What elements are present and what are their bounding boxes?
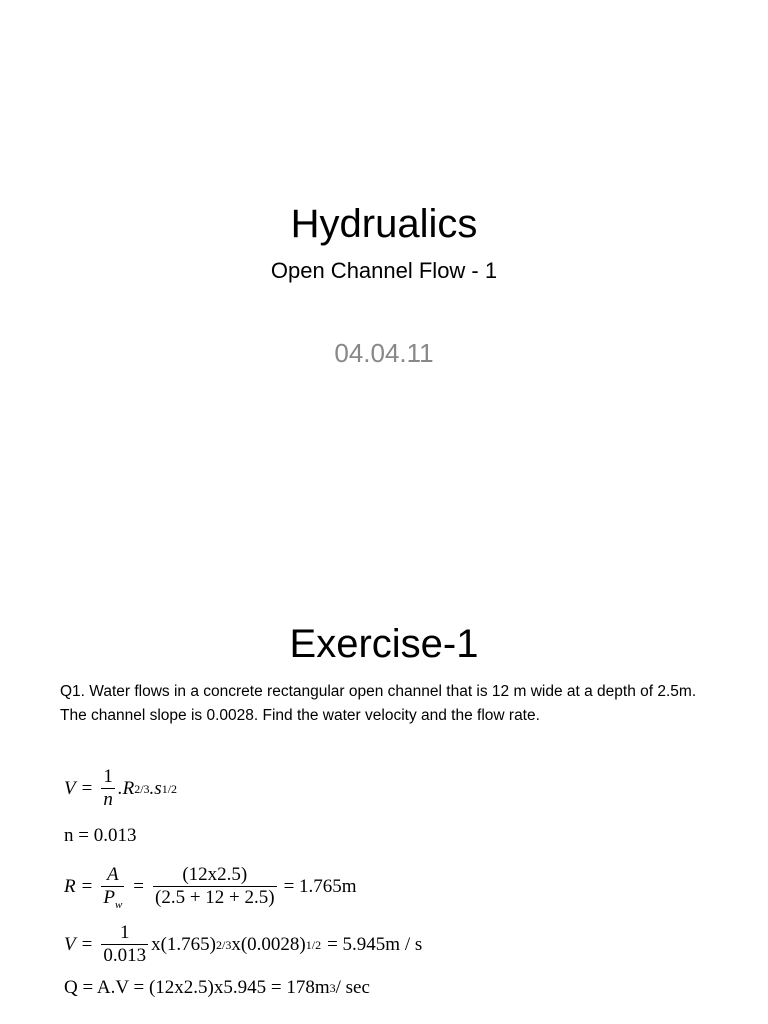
eq3-denominator-1: P — [103, 887, 115, 908]
eq4-numerator: 1 — [119, 922, 130, 943]
eq1-lhs: V — [64, 777, 76, 799]
eq2-text: n = 0.013 — [64, 825, 137, 846]
eq4-result: = 5.945m / s — [327, 933, 423, 955]
exercise-title: Exercise-1 — [289, 622, 479, 666]
slide-date: 04.04.11 — [334, 338, 434, 368]
eq3-fraction-2 — [153, 864, 277, 909]
eq5-main: Q = A.V = (12x2.5)x5.945 = 178m — [64, 977, 330, 998]
eq3-denominator-1-sub: w — [114, 899, 123, 911]
eq3-fraction-1 — [101, 864, 124, 909]
eq4-part-b: x(0.0028) — [231, 933, 306, 955]
eq3-result: = 1.765m — [283, 875, 357, 897]
eq5-tail: / sec — [335, 977, 370, 998]
eq4-part-a: x(1.765) — [151, 933, 216, 955]
question-text: Q1. Water flows in a concrete rectangular open channel that is 12 m wide at a depth of 2.5m. The channel slope is 0.0028. Find the water velocity and the flow rate. — [60, 683, 697, 724]
equation-manning-n — [64, 825, 136, 847]
slide-subtitle: Open Channel Flow - 1 — [270, 258, 498, 283]
eq3-numerator-1: A — [107, 864, 119, 885]
eq4-denominator: 0.013 — [103, 945, 147, 966]
slide-title: Hydrualics — [290, 202, 478, 246]
equation-velocity-formula: V = $\frac{1}{n}$ .R 2/3 .s 1/2 — [64, 766, 178, 810]
eq3-denominator-2: (2.5 + 12 + 2.5) — [155, 887, 275, 908]
eq1-numerator: 1 — [103, 766, 113, 787]
equation-velocity-result: V = $\frac{1}{0.013}$ x(1.765) 2/3 x(0.0028) 1/2 = 5.945m / s — [64, 922, 423, 966]
exercise-slide — [0, 512, 768, 1024]
eq1-term-r: .R — [117, 777, 135, 799]
eq1-denominator: n — [103, 789, 113, 810]
eq1-fraction — [101, 766, 115, 811]
eq4-lhs: V — [64, 933, 76, 955]
equation-flow-rate: Q = A.V = (12x2.5)x5.945 = 178m 3 / sec — [64, 977, 370, 998]
eq4-fraction — [101, 922, 148, 967]
eq3-numerator-2: (12x2.5) — [182, 864, 248, 885]
equation-hydraulic-radius: R = $\frac{A}{P_w}$ = $\frac{(12x2.5)}{(2.5 + 12 + 2.5)}$ = 1.765m — [64, 864, 357, 911]
eq1-term-s: .s — [149, 777, 162, 799]
eq3-lhs: R — [64, 875, 76, 897]
